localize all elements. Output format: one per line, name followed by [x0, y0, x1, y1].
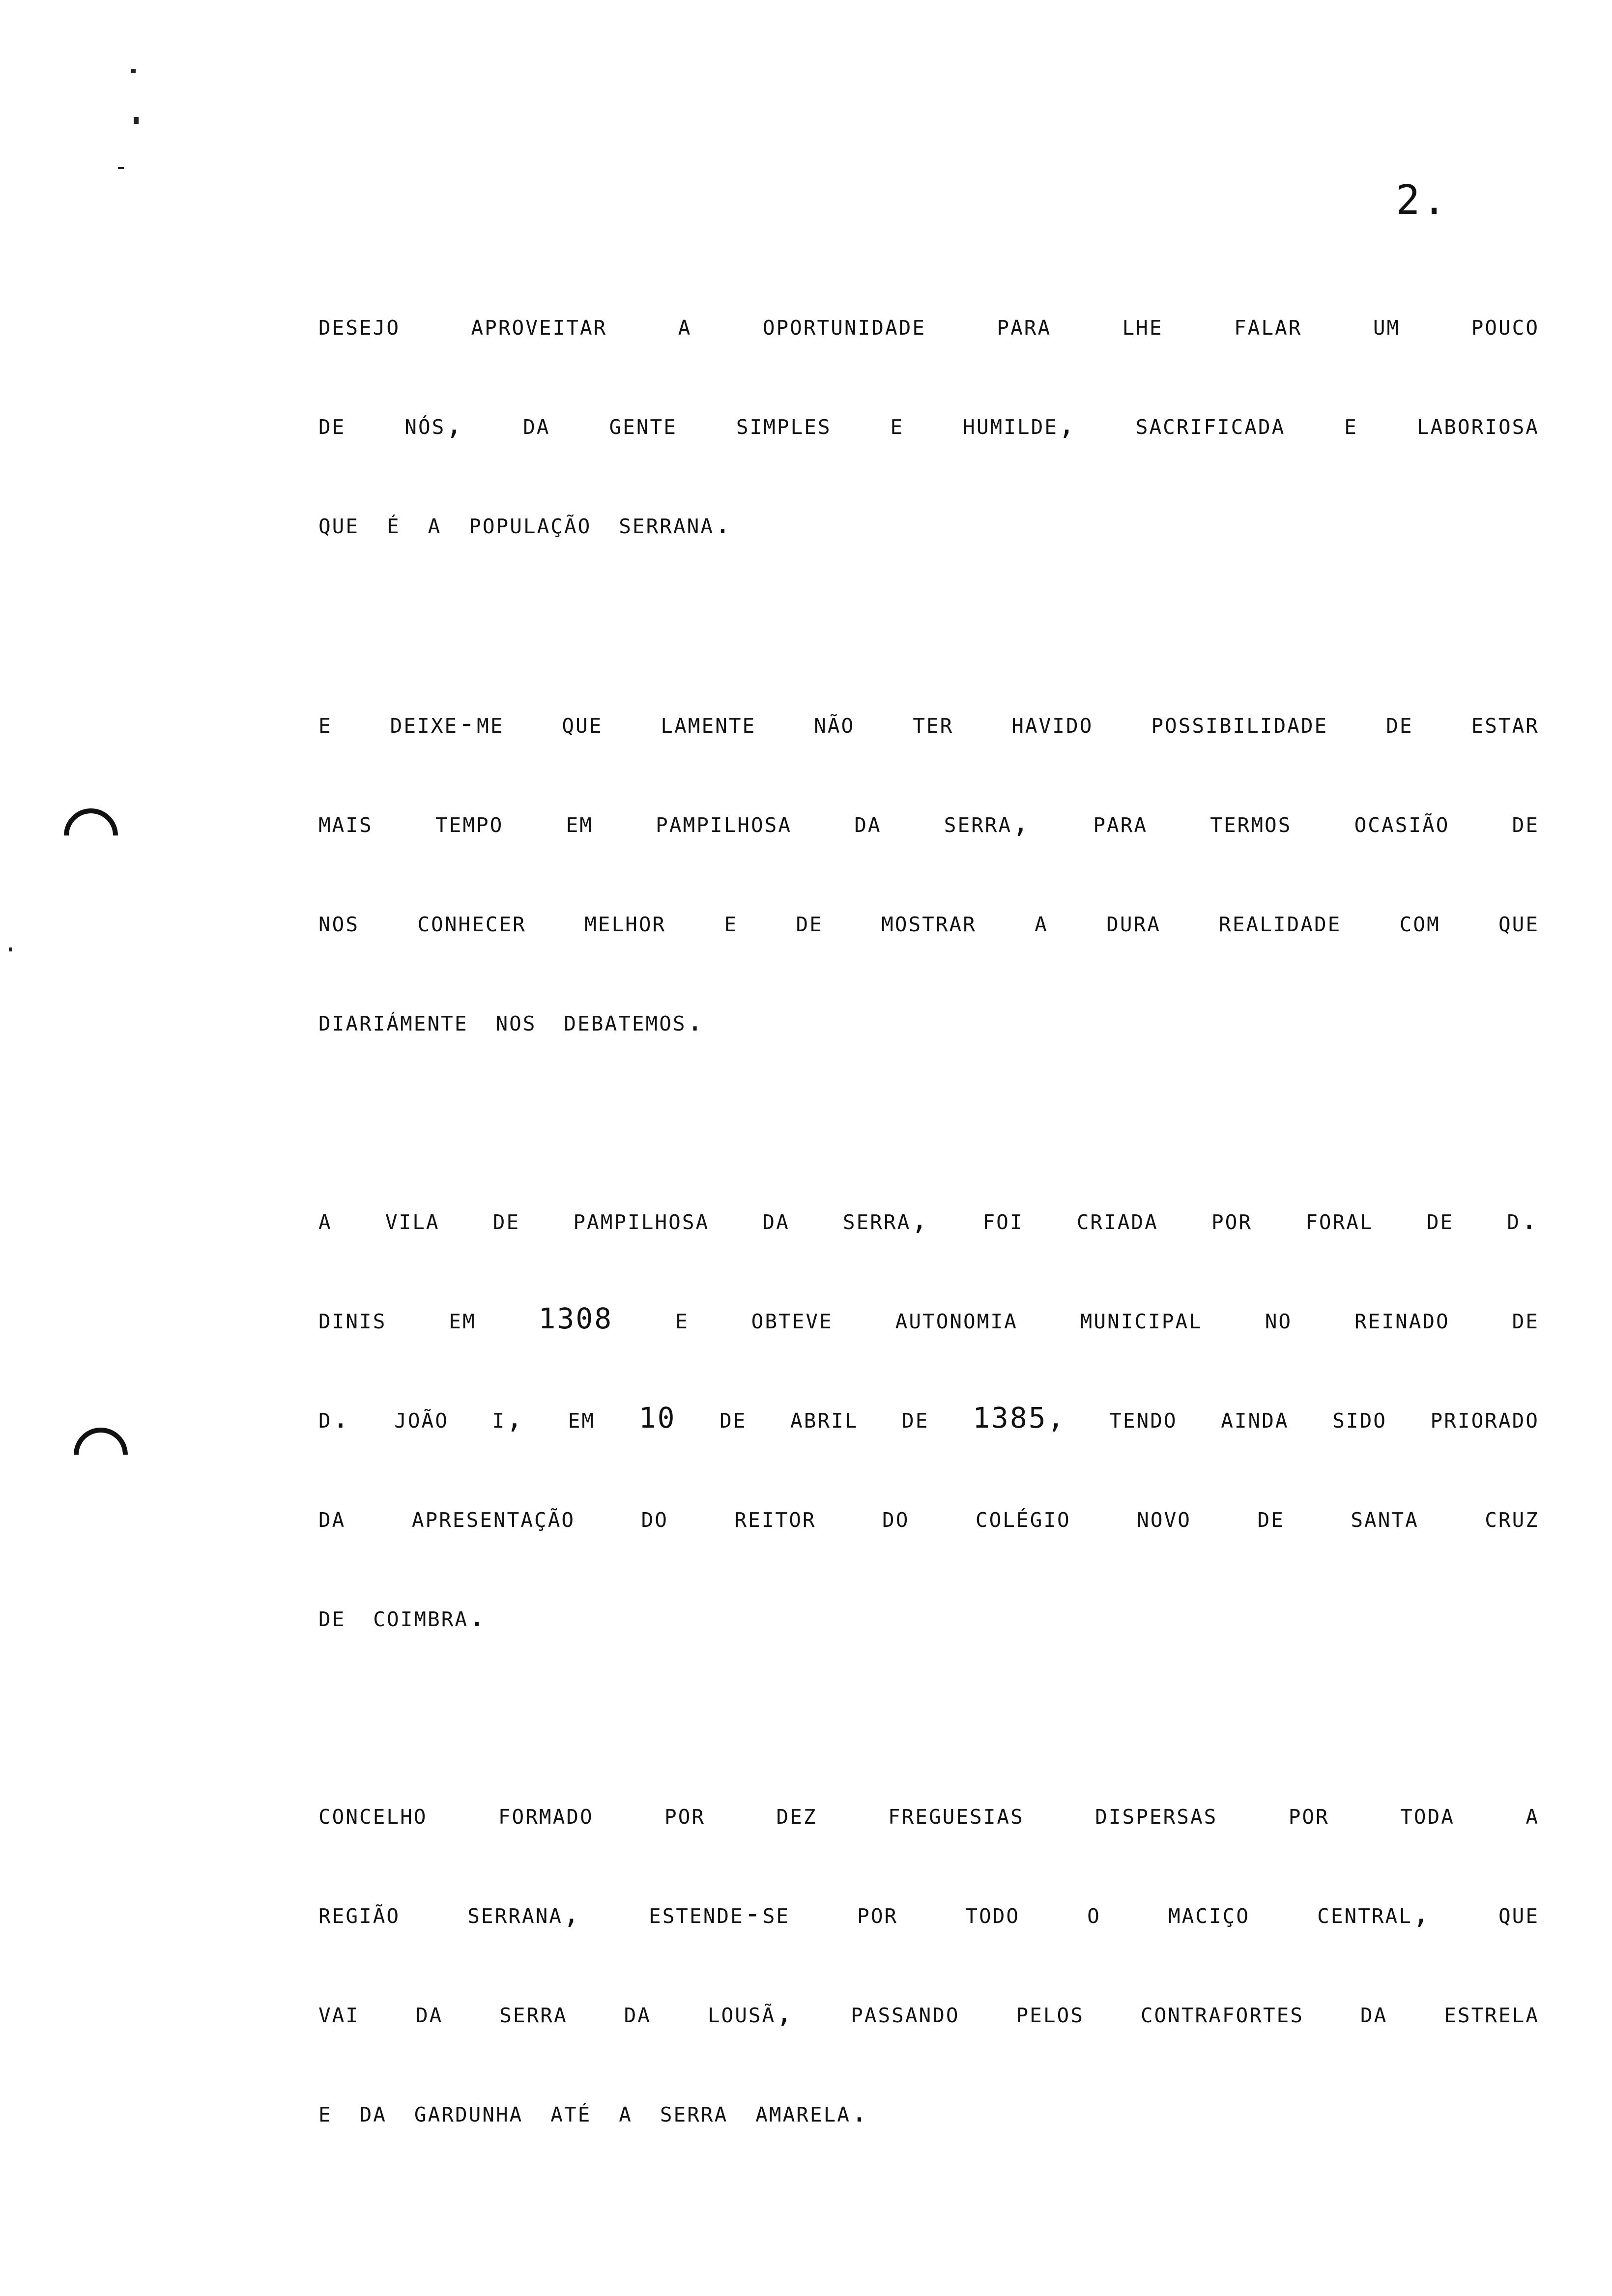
text-line: de coimbra.	[318, 1600, 487, 1633]
text-line: diariámente nos debatemos.	[318, 1004, 705, 1037]
text-line: concelho formado por dez freguesias dispersas por toda a	[318, 1797, 1539, 1831]
paragraph	[318, 1170, 1539, 1666]
scan-mark	[131, 69, 136, 73]
text-line: região serrana, estende-se por todo o maciço central, que	[318, 1896, 1539, 1930]
text-line: da apresentação do reitor do colégio novo de santa cruz	[318, 1500, 1539, 1534]
text-line: nos conhecer melhor e de mostrar a dura realidade com que	[318, 905, 1539, 938]
text-line: d. joão i, em 10 de abril de 1385, tendo ainda sido priorado	[318, 1401, 1539, 1435]
text-line: a vila de pampilhosa da serra, foi criada por foral de d.	[318, 1203, 1539, 1236]
text-line: que é a população serrana.	[318, 507, 733, 540]
scan-mark	[9, 947, 12, 951]
punch-hole-mark	[62, 1416, 139, 1493]
page-number: 2.	[1396, 177, 1448, 224]
scan-mark	[134, 117, 139, 124]
text-line: desejo aproveitar a oportunidade para lhe falar um pouco	[318, 308, 1539, 342]
text-line: vai da serra da lousã, passando pelos contrafortes da estrela	[318, 1996, 1539, 2029]
text-line: de nós, da gente simples e humilde, sacrificada e laboriosa	[318, 407, 1539, 441]
text-line: dinis em 1308 e obteve autonomia municipal no reinado de	[318, 1302, 1539, 1335]
paragraph	[318, 673, 1539, 1070]
text-line: mais tempo em pampilhosa da serra, para termos ocasião de	[318, 805, 1539, 839]
paragraph	[318, 275, 1539, 573]
paragraph	[318, 1764, 1539, 2161]
punch-hole-mark	[53, 797, 129, 874]
scan-mark	[118, 167, 124, 169]
text-line: e deixe-me que lamente não ter havido possibilidade de estar	[318, 706, 1539, 740]
text-line: e da gardunha até a serra amarela.	[318, 2095, 869, 2128]
